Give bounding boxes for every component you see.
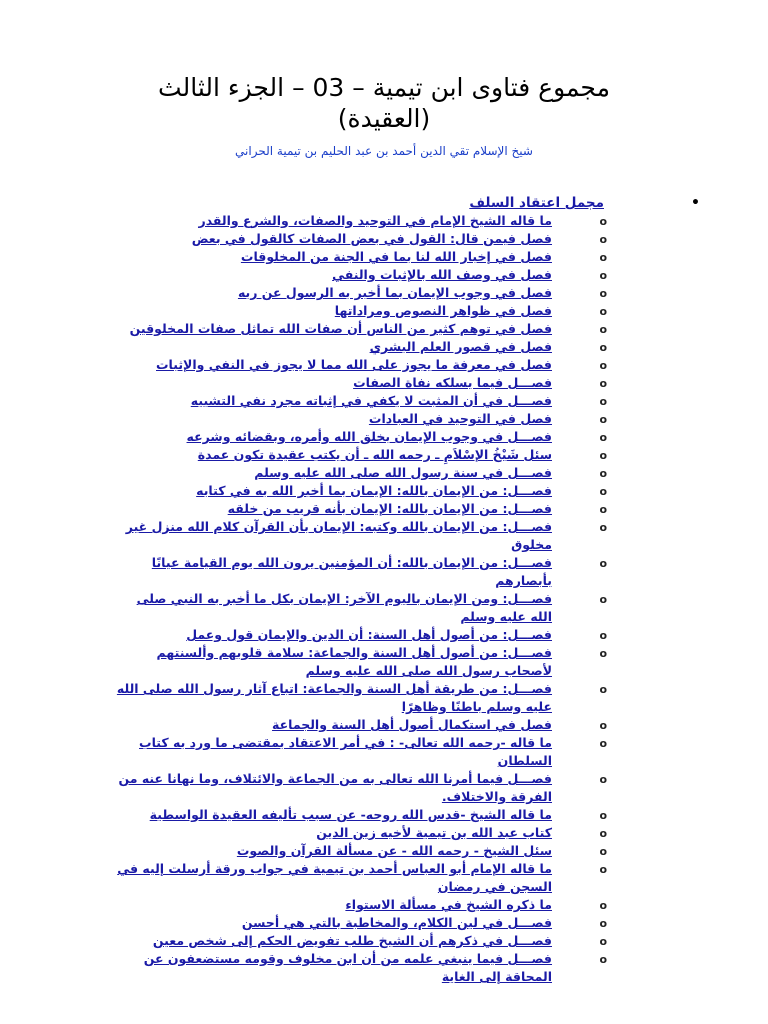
toc-item-link[interactable]: ما قاله الإمام أبو العباس أحمد بن تيمية في جواب ورقة أرسلت إليه في السجن في رمضان: [117, 861, 552, 894]
toc-item-link[interactable]: ما ذكره الشيخ في مسألة الاستواء: [345, 897, 552, 912]
circle-bullet-icon: o: [599, 863, 607, 876]
table-of-contents: [116, 194, 700, 986]
toc-item-link[interactable]: فصـــل: من طريقة أهل السنة والجماعة: اتباع آثار رسول الله صلى الله عليه وسلم باطنًا وظاهرًا: [116, 681, 552, 714]
toc-item: [116, 680, 607, 716]
toc-item: [116, 824, 607, 842]
circle-bullet-icon: o: [599, 845, 607, 858]
circle-bullet-icon: o: [599, 233, 607, 246]
toc-item: [116, 734, 607, 770]
circle-bullet-icon: o: [599, 827, 607, 840]
toc-item-link[interactable]: فصـــل: ومن الإيمان باليوم الآخر: الإيمان بكل ما أخبر به النبي صلى الله عليه وسلم: [136, 591, 552, 624]
circle-bullet-icon: o: [599, 449, 607, 462]
toc-item: [116, 644, 607, 680]
toc-item: [116, 338, 607, 356]
circle-bullet-icon: o: [599, 485, 607, 498]
toc-item: [116, 554, 607, 590]
circle-bullet-icon: o: [599, 593, 607, 606]
circle-bullet-icon: o: [599, 683, 607, 696]
toc-item-link[interactable]: فصل في وجوب الإيمان بما أخبر به الرسول عن ربه: [237, 285, 552, 300]
toc-item: [116, 950, 607, 986]
circle-bullet-icon: o: [599, 305, 607, 318]
circle-bullet-icon: o: [599, 719, 607, 732]
document-title: [0, 72, 768, 134]
toc-item-link[interactable]: فصـــل في وجوب الإيمان بخلق الله وأمره، وبقضائه وشرعه: [186, 429, 552, 444]
circle-bullet-icon: o: [599, 935, 607, 948]
toc-item: [116, 482, 607, 500]
circle-bullet-icon: o: [599, 647, 607, 660]
bullet-icon: •: [691, 195, 700, 211]
toc-item: [116, 302, 607, 320]
circle-bullet-icon: o: [599, 917, 607, 930]
toc-item: [116, 212, 607, 230]
toc-item: [116, 374, 607, 392]
toc-item: [116, 806, 607, 824]
toc-item-link[interactable]: فصـــل: من الإيمان بالله: الإيمان بأنه قريب من خلقه: [227, 501, 552, 516]
toc-item-link[interactable]: كتاب عبد الله بن تيمية لأخيه زين الدين: [316, 825, 552, 840]
circle-bullet-icon: o: [599, 953, 607, 966]
toc-item: [116, 428, 607, 446]
toc-item: [116, 410, 607, 428]
title-line-1: مجموع فتاوى ابن تيمية – 03 – الجزء الثالث: [158, 73, 610, 102]
toc-item: [116, 896, 607, 914]
toc-item-link[interactable]: ما قاله -رحمه الله تعالى- : في أمر الاعتقاد بمقتضى ما ورد به كتاب السلطان: [139, 735, 552, 768]
circle-bullet-icon: o: [599, 737, 607, 750]
toc-item: [116, 320, 607, 338]
circle-bullet-icon: o: [599, 467, 607, 480]
toc-item: [116, 518, 607, 554]
toc-item: [116, 284, 607, 302]
circle-bullet-icon: o: [599, 899, 607, 912]
circle-bullet-icon: o: [599, 377, 607, 390]
toc-item: [116, 860, 607, 896]
toc-item-link[interactable]: فصل في استكمال أصول أهل السنة والجماعة: [272, 717, 552, 732]
toc-item: [116, 446, 607, 464]
circle-bullet-icon: o: [599, 251, 607, 264]
toc-sub-list: [116, 212, 607, 986]
toc-item-link[interactable]: فصـــل في سنة رسول الله صلى الله عليه وسلم: [254, 465, 552, 480]
toc-item: [116, 248, 607, 266]
circle-bullet-icon: o: [599, 557, 607, 570]
toc-item: [116, 464, 607, 482]
toc-item: [116, 932, 607, 950]
toc-item: [116, 842, 607, 860]
toc-item-link[interactable]: سئل الشيخ - رحمه الله - عن مسألة القرآن والصوت: [236, 843, 552, 858]
circle-bullet-icon: o: [599, 521, 607, 534]
toc-item-link[interactable]: فصل في إخبار الله لنا بما في الجنة من المخلوقات: [240, 249, 552, 264]
circle-bullet-icon: o: [599, 413, 607, 426]
toc-item: [116, 716, 607, 734]
toc-item-link[interactable]: سئل شَيْخُ الإسْلاَمِ ـ رحمه الله ـ أن يكتب عقيدة تكون عمدة: [197, 447, 552, 462]
toc-item-link[interactable]: ما قاله الشيخ الإمام في التوحيد والصفات، والشرع والقدر: [198, 213, 552, 228]
toc-item: [116, 392, 607, 410]
toc-item-link[interactable]: فصـــل: من أصول أهل السنة: أن الدين والإيمان قول وعمل: [186, 627, 552, 642]
circle-bullet-icon: o: [599, 215, 607, 228]
circle-bullet-icon: o: [599, 269, 607, 282]
toc-item-link[interactable]: فصل في ظواهر النصوص ومراداتها: [334, 303, 552, 318]
toc-section: [116, 194, 700, 986]
toc-item-link[interactable]: فصـــل فيما يسلكه نفاة الصفات: [353, 375, 552, 390]
circle-bullet-icon: o: [599, 773, 607, 786]
circle-bullet-icon: o: [599, 287, 607, 300]
toc-item: [116, 626, 607, 644]
toc-item-link[interactable]: فصل في التوحيد في العبادات: [368, 411, 552, 426]
toc-item-link[interactable]: فصـــل في لين الكلام، والمخاطبة بالتي هي أحسن: [241, 915, 552, 930]
toc-section-link[interactable]: مجمل اعتقاد السلف: [469, 195, 604, 211]
toc-item-link[interactable]: فصـــل: من الإيمان بالله: الإيمان بما أخبر الله به في كتابه: [196, 483, 552, 498]
toc-item-link[interactable]: فصل في وصف الله بالإثبات والنفي: [332, 267, 552, 282]
toc-item-link[interactable]: فصل في قصور العلم البشري: [369, 339, 552, 354]
circle-bullet-icon: o: [599, 503, 607, 516]
toc-item-link[interactable]: فصل فيمن قال: القول في بعض الصفات كالقول في بعض: [191, 231, 552, 246]
circle-bullet-icon: o: [599, 431, 607, 444]
title-line-2: (العقيدة): [337, 104, 431, 133]
toc-item-link[interactable]: فصـــل: من الإيمان بالله وكتبه: الإيمان بأن القرآن كلام الله منزل غير مخلوق: [125, 519, 552, 552]
circle-bullet-icon: o: [599, 395, 607, 408]
circle-bullet-icon: o: [599, 341, 607, 354]
toc-item-link[interactable]: فصل في توهم كثير من الناس أن صفات الله تماثل صفات المخلوقين: [129, 321, 552, 336]
toc-item: [116, 914, 607, 932]
toc-item-link[interactable]: ما قاله الشيخ -قدس الله روحه- عن سبب تأليفه العقيدة الواسطية: [149, 807, 552, 822]
circle-bullet-icon: o: [599, 629, 607, 642]
circle-bullet-icon: o: [599, 359, 607, 372]
circle-bullet-icon: o: [599, 323, 607, 336]
toc-item: [116, 356, 607, 374]
toc-item: [116, 266, 607, 284]
toc-item-link[interactable]: فصـــل: من الإيمان بالله: أن المؤمنين يرون الله يوم القيامة عيانًا بأبصارهم: [151, 555, 552, 588]
toc-item: [116, 590, 607, 626]
toc-item-link[interactable]: فصـــل فيما أمرنا الله تعالى به من الجماعة والائتلاف، وما نهانا عنه من الفرقة والاختلاف.: [118, 771, 552, 804]
author-line: شيخ الإسلام تقي الدين أحمد بن عبد الحليم بن تيمية الحراني: [235, 144, 533, 158]
toc-item-link[interactable]: فصـــل فيما ينبغي علمه من أن ابن مخلوف وقومه مستضعفون عن المحاقة إلى الغاية: [143, 951, 552, 984]
toc-item-link[interactable]: فصـــل في ذكرهم أن الشيخ طلب تفويض الحكم إلى شخص معين: [152, 933, 552, 948]
toc-item: [116, 230, 607, 248]
toc-item-link[interactable]: فصـــل: من أصول أهل السنة والجماعة: سلامة قلوبهم وألسنتهم لأصحاب رسول الله صلى الله عليه وسلم: [156, 645, 552, 678]
circle-bullet-icon: o: [599, 809, 607, 822]
toc-item-link[interactable]: فصـــل في أن المثبت لا يكفي في إثباته مجرد نفي التشبيه: [190, 393, 552, 408]
toc-item: [116, 500, 607, 518]
toc-item-link[interactable]: فصل في معرفة ما يجوز على الله مما لا يجوز في النفي والإثبات: [156, 357, 552, 372]
toc-item: [116, 770, 607, 806]
